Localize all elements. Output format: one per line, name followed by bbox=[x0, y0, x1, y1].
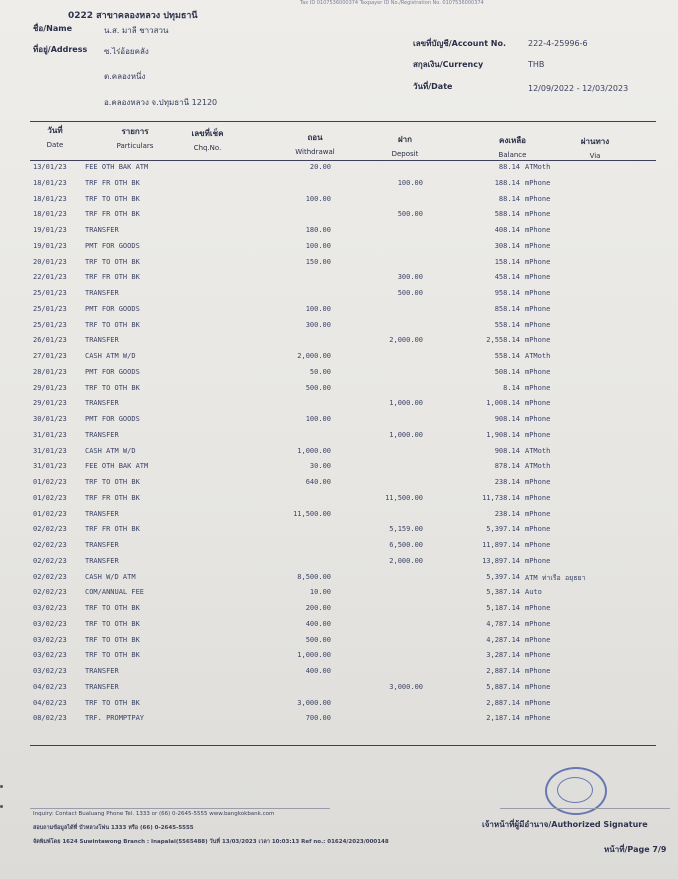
cell-particulars: TRF FR OTH BK bbox=[85, 210, 140, 219]
table-row bbox=[33, 491, 633, 507]
table-row bbox=[33, 554, 633, 570]
cell-date: 02/02/23 bbox=[33, 525, 67, 534]
table-row bbox=[33, 270, 633, 286]
cell-particulars: TRF TO OTH BK bbox=[85, 604, 140, 612]
cell-via: ATMoth bbox=[525, 352, 551, 360]
cell-particulars: TRANSFER bbox=[85, 289, 119, 297]
table-bottom-rule bbox=[30, 745, 656, 746]
cell-date: 25/01/23 bbox=[33, 304, 67, 313]
cell-particulars: TRF. PROMPTPAY bbox=[85, 714, 145, 723]
table-row bbox=[33, 255, 633, 271]
cell-balance: 238.14 bbox=[494, 478, 520, 486]
cell-balance: 5,187.14 bbox=[486, 604, 520, 612]
cell-balance: 858.14 bbox=[494, 304, 520, 313]
cell-balance: 8.14 bbox=[503, 383, 520, 392]
cell-particulars: TRF FR OTH BK bbox=[85, 525, 140, 534]
signature-line bbox=[500, 808, 670, 809]
date-range-value: 12/09/2022 - 12/03/2023 bbox=[528, 84, 629, 93]
cell-balance: 2,887.14 bbox=[486, 698, 520, 707]
cell-withdrawal: 50.00 bbox=[309, 367, 331, 376]
cell-date: 30/01/23 bbox=[33, 415, 67, 423]
table-row bbox=[33, 412, 633, 428]
cell-date: 01/02/23 bbox=[33, 493, 67, 502]
cell-deposit: 1,000.00 bbox=[389, 399, 423, 408]
table-row bbox=[33, 176, 633, 192]
cell-via: mPhone bbox=[525, 289, 551, 297]
cell-via: mPhone bbox=[525, 210, 551, 219]
cell-particulars: TRANSFER bbox=[85, 336, 119, 345]
table-row bbox=[33, 570, 633, 586]
footer-thai-inquiry: สอบถามข้อมูลได้ที่ บัวหลวงโฟน 1333 หรือ (66) 0-2645-5555 bbox=[33, 825, 194, 831]
table-row bbox=[33, 365, 633, 381]
cell-balance: 908.14 bbox=[494, 415, 520, 423]
cell-deposit: 6,500.00 bbox=[389, 541, 423, 549]
address-line-1: ซ.ไร่อ้อยคลัง bbox=[104, 47, 149, 56]
cell-particulars: PMT FOR GOODS bbox=[85, 367, 140, 376]
address-line-3: อ.คลองหลวง จ.ปทุมธานี 12120 bbox=[104, 98, 218, 107]
transaction-list bbox=[33, 160, 633, 727]
cell-withdrawal: 10.00 bbox=[309, 588, 331, 597]
cell-date: 03/02/23 bbox=[33, 651, 67, 660]
col-balance-header: คงเหลือ Balance bbox=[498, 136, 527, 159]
cell-particulars: COM/ANNUAL FEE bbox=[85, 588, 145, 597]
table-row bbox=[33, 617, 633, 633]
cell-particulars: TRF TO OTH BK bbox=[85, 698, 140, 707]
cell-via: mPhone bbox=[525, 273, 551, 282]
cell-particulars: TRF TO OTH BK bbox=[85, 383, 140, 392]
cell-particulars: TRANSFER bbox=[85, 682, 119, 691]
cell-via: mPhone bbox=[525, 194, 551, 203]
cell-particulars: TRANSFER bbox=[85, 399, 119, 408]
col-withdrawal-header: ถอน Withdrawal bbox=[295, 133, 335, 156]
cell-date: 27/01/23 bbox=[33, 352, 67, 360]
cell-date: 18/01/23 bbox=[33, 178, 67, 187]
footer-rule bbox=[30, 808, 330, 809]
cell-via: mPhone bbox=[525, 619, 551, 628]
cell-withdrawal: 30.00 bbox=[309, 462, 331, 471]
cell-via: ATM ท่าเรือ อยุธยา bbox=[525, 573, 586, 582]
address-line-2: ต.คลองหนึ่ง bbox=[104, 72, 146, 81]
cell-via: mPhone bbox=[525, 399, 551, 408]
cell-deposit: 2,000.00 bbox=[389, 556, 423, 565]
cell-date: 02/02/23 bbox=[33, 572, 67, 581]
cell-particulars: PMT FOR GOODS bbox=[85, 241, 140, 250]
table-row bbox=[33, 286, 633, 302]
table-row bbox=[33, 302, 633, 318]
cell-balance: 458.14 bbox=[494, 273, 520, 282]
cell-date: 03/02/23 bbox=[33, 667, 67, 675]
table-row bbox=[33, 680, 633, 696]
cell-deposit: 500.00 bbox=[397, 210, 423, 219]
cell-particulars: TRF FR OTH BK bbox=[85, 178, 140, 187]
table-row bbox=[33, 522, 633, 538]
cell-withdrawal: 640.00 bbox=[305, 478, 331, 486]
cell-via: Auto bbox=[525, 588, 542, 597]
cell-via: mPhone bbox=[525, 682, 551, 691]
cell-via: mPhone bbox=[525, 478, 551, 486]
cell-date: 28/01/23 bbox=[33, 367, 67, 376]
cell-particulars: TRANSFER bbox=[85, 430, 119, 439]
table-row bbox=[33, 223, 633, 239]
cell-via: mPhone bbox=[525, 525, 551, 534]
cell-deposit: 2,000.00 bbox=[389, 336, 423, 345]
cell-balance: 5,397.14 bbox=[486, 572, 520, 581]
table-row bbox=[33, 696, 633, 712]
cell-particulars: TRANSFER bbox=[85, 556, 119, 565]
cell-withdrawal: 180.00 bbox=[305, 226, 331, 234]
cell-balance: 158.14 bbox=[494, 257, 520, 266]
cell-balance: 308.14 bbox=[494, 241, 520, 250]
cell-withdrawal: 400.00 bbox=[305, 667, 331, 675]
cell-particulars: PMT FOR GOODS bbox=[85, 415, 140, 423]
cell-date: 02/02/23 bbox=[33, 541, 67, 549]
cell-date: 31/01/23 bbox=[33, 462, 67, 471]
cell-via: mPhone bbox=[525, 367, 551, 376]
cell-balance: 4,787.14 bbox=[486, 619, 520, 628]
cell-balance: 11,897.14 bbox=[482, 541, 520, 549]
cell-deposit: 11,500.00 bbox=[385, 493, 423, 502]
col-chqno-header: เลขที่เช็ค Chq.No. bbox=[191, 129, 224, 152]
cell-via: mPhone bbox=[525, 320, 551, 329]
cell-deposit: 1,000.00 bbox=[389, 430, 423, 439]
cell-withdrawal: 100.00 bbox=[305, 241, 331, 250]
table-row bbox=[33, 428, 633, 444]
cell-date: 26/01/23 bbox=[33, 336, 67, 345]
cell-date: 29/01/23 bbox=[33, 399, 67, 408]
binder-hole bbox=[0, 785, 3, 788]
cell-balance: 238.14 bbox=[494, 509, 520, 518]
cell-withdrawal: 700.00 bbox=[305, 714, 331, 723]
cell-date: 18/01/23 bbox=[33, 210, 67, 219]
cell-via: mPhone bbox=[525, 415, 551, 423]
cell-date: 02/02/23 bbox=[33, 556, 67, 565]
cell-date: 25/01/23 bbox=[33, 289, 67, 297]
cell-balance: 1,908.14 bbox=[486, 430, 520, 439]
cell-date: 04/02/23 bbox=[33, 698, 67, 707]
cell-via: mPhone bbox=[525, 493, 551, 502]
cell-via: mPhone bbox=[525, 304, 551, 313]
cell-via: mPhone bbox=[525, 226, 551, 234]
table-row bbox=[33, 239, 633, 255]
cell-date: 19/01/23 bbox=[33, 226, 67, 234]
cell-balance: 11,738.14 bbox=[482, 493, 520, 502]
cell-withdrawal: 150.00 bbox=[305, 257, 331, 266]
cell-withdrawal: 1,000.00 bbox=[297, 446, 331, 455]
cell-date: 31/01/23 bbox=[33, 430, 67, 439]
cell-deposit: 3,000.00 bbox=[389, 682, 423, 691]
cell-particulars: TRF FR OTH BK bbox=[85, 493, 140, 502]
table-row bbox=[33, 160, 633, 176]
cell-particulars: FEE OTH BAK ATM bbox=[85, 462, 149, 471]
cell-via: mPhone bbox=[525, 257, 551, 266]
cell-date: 08/02/23 bbox=[33, 714, 67, 723]
cell-date: 19/01/23 bbox=[33, 241, 67, 250]
cell-withdrawal: 2,000.00 bbox=[297, 352, 331, 360]
table-row bbox=[33, 333, 633, 349]
table-row bbox=[33, 664, 633, 680]
cell-via: mPhone bbox=[525, 556, 551, 565]
cell-via: mPhone bbox=[525, 698, 551, 707]
cell-balance: 3,287.14 bbox=[486, 651, 520, 660]
cell-particulars: TRF FR OTH BK bbox=[85, 273, 140, 282]
cell-deposit: 300.00 bbox=[397, 273, 423, 282]
cell-balance: 508.14 bbox=[494, 367, 520, 376]
cell-via: mPhone bbox=[525, 667, 551, 675]
cell-withdrawal: 100.00 bbox=[305, 415, 331, 423]
cell-deposit: 5,159.00 bbox=[389, 525, 423, 534]
cell-particulars: TRF TO OTH BK bbox=[85, 257, 140, 266]
cell-balance: 5,887.14 bbox=[486, 682, 520, 691]
cell-particulars: CASH ATM W/D bbox=[85, 352, 136, 360]
currency-label: สกุลเงิน/Currency bbox=[413, 60, 484, 69]
cell-balance: 878.14 bbox=[494, 462, 520, 471]
cell-particulars: TRF TO OTH BK bbox=[85, 478, 140, 486]
table-row bbox=[33, 318, 633, 334]
cell-date: 13/01/23 bbox=[33, 163, 67, 171]
table-row bbox=[33, 192, 633, 208]
cell-particulars: TRANSFER bbox=[85, 509, 119, 518]
cell-balance: 958.14 bbox=[494, 289, 520, 297]
col-particulars-header: รายการ Particulars bbox=[116, 127, 154, 150]
cell-date: 02/02/23 bbox=[33, 588, 67, 597]
table-row bbox=[33, 459, 633, 475]
cell-date: 04/02/23 bbox=[33, 682, 67, 691]
cell-date: 03/02/23 bbox=[33, 604, 67, 612]
account-label: เลขที่บัญชี/Account No. bbox=[413, 39, 507, 48]
cell-withdrawal: 3,000.00 bbox=[297, 698, 331, 707]
table-row bbox=[33, 349, 633, 365]
cell-particulars: FEE OTH BAK ATM bbox=[85, 163, 149, 171]
cell-via: mPhone bbox=[525, 651, 551, 660]
table-row bbox=[33, 507, 633, 523]
cell-balance: 408.14 bbox=[494, 226, 520, 234]
cell-particulars: TRANSFER bbox=[85, 667, 119, 675]
name-label: ชื่อ/Name bbox=[33, 24, 73, 33]
cell-balance: 13,897.14 bbox=[482, 556, 520, 565]
cell-withdrawal: 1,000.00 bbox=[297, 651, 331, 660]
cell-balance: 2,558.14 bbox=[486, 336, 520, 345]
currency-value: THB bbox=[528, 60, 545, 69]
footer-printed-info: จัดพิมพ์โดย 1624 Suwintawong Branch : Inapalai(5565488) วันที่ 13/03/2023 เวลา 10:03:13 Ref no.: 01624/2023/000148 bbox=[33, 839, 389, 845]
branch-name: 0222 สาขาคลองหลวง ปทุมธานี bbox=[68, 11, 198, 21]
cell-balance: 908.14 bbox=[494, 446, 520, 455]
table-row bbox=[33, 711, 633, 727]
cell-date: 01/02/23 bbox=[33, 478, 67, 486]
date-label: วันที่/Date bbox=[413, 82, 453, 91]
cell-balance: 558.14 bbox=[494, 352, 520, 360]
cell-balance: 88.14 bbox=[498, 194, 520, 203]
cell-withdrawal: 20.00 bbox=[309, 163, 331, 171]
cell-balance: 4,287.14 bbox=[486, 635, 520, 644]
cell-particulars: PMT FOR GOODS bbox=[85, 304, 140, 313]
cell-particulars: TRF TO OTH BK bbox=[85, 635, 140, 644]
cell-particulars: CASH ATM W/D bbox=[85, 446, 136, 455]
cell-via: mPhone bbox=[525, 383, 551, 392]
cell-particulars: TRANSFER bbox=[85, 541, 119, 549]
cell-deposit: 100.00 bbox=[397, 178, 423, 187]
name-value: น.ส. มาลี ชาวสวน bbox=[104, 26, 169, 35]
cell-via: mPhone bbox=[525, 604, 551, 612]
cell-withdrawal: 100.00 bbox=[305, 194, 331, 203]
col-date-header: วันที่ Date bbox=[46, 126, 64, 149]
table-row bbox=[33, 601, 633, 617]
cell-balance: 558.14 bbox=[494, 320, 520, 329]
cell-via: ATMoth bbox=[525, 462, 551, 471]
table-row bbox=[33, 585, 633, 601]
cell-balance: 588.14 bbox=[494, 210, 520, 219]
cell-date: 25/01/23 bbox=[33, 320, 67, 329]
table-row bbox=[33, 475, 633, 491]
cell-via: ATMoth bbox=[525, 446, 551, 455]
binder-hole bbox=[0, 805, 3, 808]
cell-date: 03/02/23 bbox=[33, 635, 67, 644]
cell-withdrawal: 300.00 bbox=[305, 320, 331, 329]
cell-via: ATMoth bbox=[525, 163, 551, 171]
table-row bbox=[33, 538, 633, 554]
cell-date: 03/02/23 bbox=[33, 619, 67, 628]
footer-inquiry: Inquiry: Contact Bualuang Phone Tel. 1333 or (66) 0-2645-5555 www.bangkokbank.com bbox=[33, 811, 275, 817]
cell-date: 01/02/23 bbox=[33, 509, 67, 518]
cell-particulars: CASH W/D ATM bbox=[85, 572, 136, 581]
cell-balance: 2,187.14 bbox=[486, 714, 520, 723]
cell-date: 31/01/23 bbox=[33, 446, 67, 455]
cell-via: mPhone bbox=[525, 541, 551, 549]
table-row bbox=[33, 648, 633, 664]
cell-particulars: TRF TO OTH BK bbox=[85, 651, 140, 660]
cell-particulars: TRF TO OTH BK bbox=[85, 619, 140, 628]
cell-balance: 5,397.14 bbox=[486, 525, 520, 534]
cell-via: mPhone bbox=[525, 178, 551, 187]
cell-withdrawal: 500.00 bbox=[305, 635, 331, 644]
top-tax-note: Tax ID 0107536000374 Taxpayer ID No./Registration No. 0107536000374 bbox=[300, 0, 484, 6]
cell-withdrawal: 500.00 bbox=[305, 383, 331, 392]
table-row bbox=[33, 633, 633, 649]
cell-date: 18/01/23 bbox=[33, 194, 67, 203]
table-row bbox=[33, 207, 633, 223]
cell-balance: 188.14 bbox=[494, 178, 520, 187]
page-number: หน้าที่/Page 7/9 bbox=[604, 845, 667, 854]
address-label: ที่อยู่/Address bbox=[33, 45, 88, 54]
cell-withdrawal: 11,500.00 bbox=[293, 509, 331, 518]
table-row bbox=[33, 381, 633, 397]
cell-balance: 1,008.14 bbox=[486, 399, 520, 408]
cell-withdrawal: 100.00 bbox=[305, 304, 331, 313]
account-value: 222-4-25996-6 bbox=[528, 39, 588, 48]
cell-balance: 2,887.14 bbox=[486, 667, 520, 675]
cell-via: mPhone bbox=[525, 714, 551, 723]
col-deposit-header: ฝาก Deposit bbox=[391, 135, 419, 158]
cell-via: mPhone bbox=[525, 635, 551, 644]
cell-deposit: 500.00 bbox=[397, 289, 423, 297]
table-row bbox=[33, 396, 633, 412]
cell-withdrawal: 8,500.00 bbox=[297, 572, 331, 581]
cell-date: 22/01/23 bbox=[33, 273, 67, 282]
cell-particulars: TRF TO OTH BK bbox=[85, 194, 140, 203]
table-row bbox=[33, 444, 633, 460]
cell-via: mPhone bbox=[525, 509, 551, 518]
cell-date: 20/01/23 bbox=[33, 257, 67, 266]
authorized-signature-label: เจ้าหน้าที่ผู้มีอำนาจ/Authorized Signature bbox=[482, 820, 648, 829]
cell-withdrawal: 400.00 bbox=[305, 619, 331, 628]
cell-via: mPhone bbox=[525, 336, 551, 345]
cell-particulars: TRF TO OTH BK bbox=[85, 320, 140, 329]
cell-via: mPhone bbox=[525, 241, 551, 250]
cell-date: 29/01/23 bbox=[33, 383, 67, 392]
cell-via: mPhone bbox=[525, 430, 551, 439]
table-header-top-rule bbox=[30, 121, 656, 122]
cell-withdrawal: 200.00 bbox=[305, 604, 331, 612]
cell-balance: 88.14 bbox=[498, 163, 520, 171]
cell-particulars: TRANSFER bbox=[85, 226, 119, 234]
cell-balance: 5,387.14 bbox=[486, 588, 520, 597]
col-via-header: ผ่านทาง Via bbox=[580, 137, 610, 160]
